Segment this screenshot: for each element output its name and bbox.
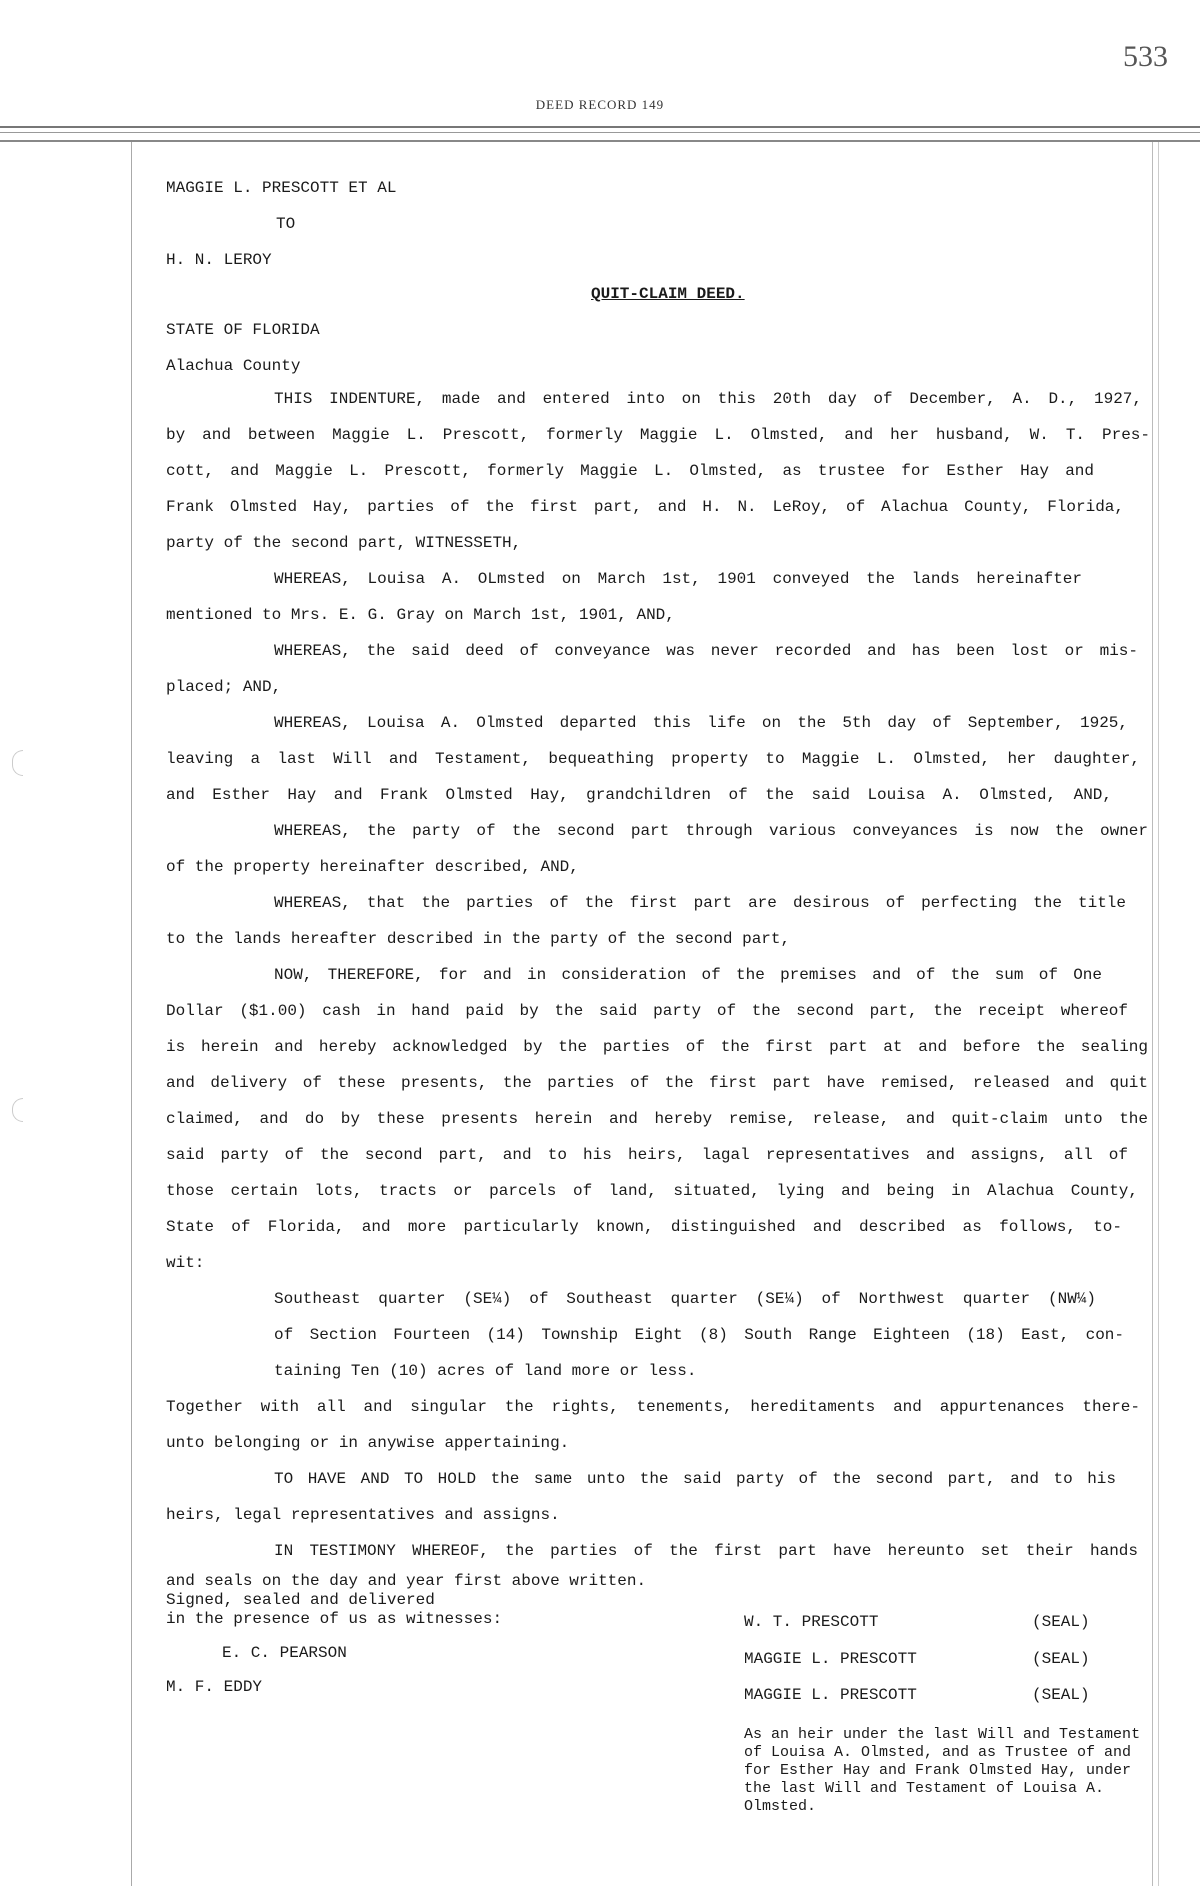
deed-title: QUIT-CLAIM DEED. <box>591 285 745 303</box>
grantor-line: MAGGIE L. PRESCOTT ET AL <box>166 179 397 197</box>
body-line: unto belonging or in anywise appertaining. <box>166 1434 570 1452</box>
body-line: and delivery of these presents, the parties of the first part have remised, released and quit <box>166 1074 1148 1092</box>
seal-mark: (SEAL) <box>1032 1686 1090 1704</box>
body-line: cott, and Maggie L. Prescott, formerly Maggie L. Olmsted, as trustee for Esther Hay and <box>166 462 1094 480</box>
witness-heading: Signed, sealed and delivered <box>166 1591 435 1609</box>
body-line: NOW, THEREFORE, for and in consideration of the premises and of the sum of One <box>274 966 1102 984</box>
body-line: TO HAVE AND TO HOLD the same unto the said party of the second part, and to his <box>274 1470 1116 1488</box>
body-line: and seals on the day and year first above written. <box>166 1572 647 1590</box>
body-line: mentioned to Mrs. E. G. Gray on March 1st, 1901, AND, <box>166 606 675 624</box>
witness-name: M. F. EDDY <box>166 1678 263 1696</box>
witness-heading: in the presence of us as witnesses: <box>166 1610 503 1628</box>
body-line: Together with all and singular the rights, tenements, hereditaments and appurtenances there- <box>166 1398 1140 1416</box>
body-line: Frank Olmsted Hay, parties of the first part, and H. N. LeRoy, of Alachua County, Florida, <box>166 498 1124 516</box>
body-line: to the lands hereafter described in the party of the second part, <box>166 930 791 948</box>
seal-mark: (SEAL) <box>1032 1613 1090 1631</box>
signatory-name: W. T. PRESCOTT <box>744 1613 879 1631</box>
venue-county: Alachua County <box>166 357 301 375</box>
body-line: those certain lots, tracts or parcels of land, situated, lying and being in Alachua County, <box>166 1182 1138 1200</box>
grantee-line: H. N. LEROY <box>166 251 272 269</box>
body-line: WHEREAS, that the parties of the first part are desirous of perfecting the title <box>274 894 1126 912</box>
body-line: leaving a last Will and Testament, bequeathing property to Maggie L. Olmsted, her daughter, <box>166 750 1140 768</box>
body-line: heirs, legal representatives and assigns. <box>166 1506 560 1524</box>
record-header: DEED RECORD 149 <box>535 97 665 112</box>
body-line: WHEREAS, Louisa A. Olmsted departed this life on the 5th day of September, 1925, <box>274 714 1128 732</box>
body-line: WHEREAS, the said deed of conveyance was never recorded and has been lost or mis- <box>274 642 1138 660</box>
body-line: THIS INDENTURE, made and entered into on this 20th day of December, A. D., 1927, <box>274 390 1142 408</box>
signatory-name: MAGGIE L. PRESCOTT <box>744 1650 917 1668</box>
page-number: 533 <box>1123 40 1168 73</box>
venue-state: STATE OF FLORIDA <box>166 321 320 339</box>
body-line: wit: <box>166 1254 205 1272</box>
body-line: placed; AND, <box>166 678 282 696</box>
land-description-line: of Section Fourteen (14) Township Eight (8) South Range Eighteen (18) East, con- <box>274 1326 1124 1344</box>
body-line: and Esther Hay and Frank Olmsted Hay, grandchildren of the said Louisa A. Olmsted, AND, <box>166 786 1112 804</box>
to-line: TO <box>276 215 296 233</box>
body-line: is herein and hereby acknowledged by the parties of the first part at and before the sealing <box>166 1038 1148 1056</box>
land-description-line: taining Ten (10) acres of land more or less. <box>274 1362 697 1380</box>
body-line: said party of the second part, and to his heirs, lagal representatives and assigns, all of <box>166 1146 1128 1164</box>
body-line: by and between Maggie L. Prescott, formerly Maggie L. Olmsted, and her husband, W. T. Pres- <box>166 426 1150 444</box>
body-line: claimed, and do by these presents herein and hereby remise, release, and quit-claim unto the <box>166 1110 1148 1128</box>
body-line: party of the second part, WITNESSETH, <box>166 534 522 552</box>
body-line: WHEREAS, Louisa A. OLmsted on March 1st, 1901 conveyed the lands hereinafter <box>274 570 1082 588</box>
signature-capacity-note: As an heir under the last Will and Testament of Louisa A. Olmsted, and as Trustee of and for Esther Hay and Frank Olmsted Hay, under the last Will and Testament of Louisa A. Olmsted. <box>744 1726 1141 1815</box>
body-line: WHEREAS, the party of the second part through various conveyances is now the owner <box>274 822 1148 840</box>
seal-mark: (SEAL) <box>1032 1650 1090 1668</box>
signatory-name: MAGGIE L. PRESCOTT <box>744 1686 917 1704</box>
body-line: Dollar ($1.00) cash in hand paid by the said party of the second part, the receipt whereof <box>166 1002 1128 1020</box>
body-line: IN TESTIMONY WHEREOF, the parties of the first part have hereunto set their hands <box>274 1542 1138 1560</box>
land-description-line: Southeast quarter (SE¼) of Southeast quarter (SE¼) of Northwest quarter (NW¼) <box>274 1290 1096 1308</box>
witness-name: E. C. PEARSON <box>222 1644 347 1662</box>
body-line: of the property hereinafter described, AND, <box>166 858 579 876</box>
body-line: State of Florida, and more particularly known, distinguished and described as follows, to- <box>166 1218 1122 1236</box>
